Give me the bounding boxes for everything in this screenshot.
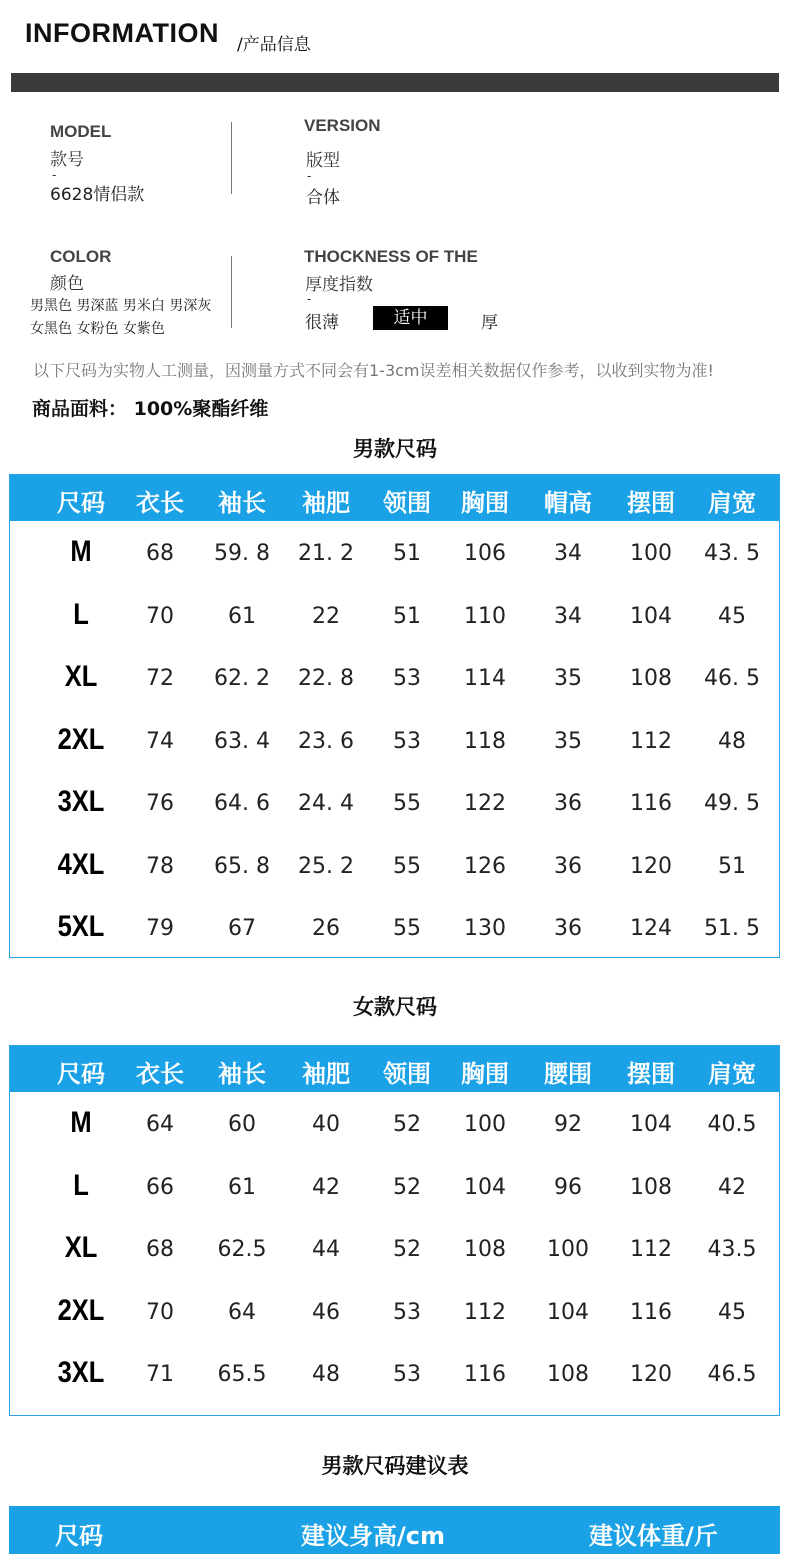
suggest-header-weight: 建议体重/斤 xyxy=(589,1522,718,1550)
women-table-cell: 64 xyxy=(228,1299,256,1325)
men-table-cell: 76 xyxy=(146,791,174,816)
men-table-cell: 51 xyxy=(393,541,421,566)
men-table-cell: 24. 4 xyxy=(298,791,354,816)
women-table-row xyxy=(10,1169,779,1209)
color-label-cn: 颜色 xyxy=(50,274,84,294)
men-table-cell: 64. 6 xyxy=(214,791,270,816)
model-label-en: MODEL xyxy=(50,122,112,141)
women-header-cell: 腰围 xyxy=(544,1060,592,1088)
men-table-cell: 34 xyxy=(554,603,582,629)
men-table-cell: 104 xyxy=(630,603,672,629)
men-table-cell: 43. 5 xyxy=(704,541,760,566)
men-table-cell: 74 xyxy=(146,728,174,754)
men-table-cell: 48 xyxy=(718,728,746,754)
men-table-cell: 78 xyxy=(146,853,174,879)
women-size-label: L xyxy=(73,1168,89,1202)
men-size-label: M xyxy=(70,535,92,568)
thickness-option-thin: 很薄 xyxy=(305,313,339,333)
men-size-label: 5XL xyxy=(57,910,105,943)
women-table-cell: 62.5 xyxy=(217,1237,267,1262)
women-table-cell: 108 xyxy=(547,1362,589,1387)
men-header-cell: 胸围 xyxy=(461,489,509,517)
men-table-cell: 62. 2 xyxy=(214,666,270,691)
version-label-en: VERSION xyxy=(304,116,381,135)
men-table-cell: 112 xyxy=(630,728,672,754)
men-table-cell: 114 xyxy=(464,666,506,691)
women-header-cell: 袖长 xyxy=(218,1060,266,1088)
men-header-cell: 领围 xyxy=(383,489,431,517)
women-table-cell: 96 xyxy=(554,1174,582,1200)
women-table-cell: 52 xyxy=(393,1237,421,1262)
version-label-cn: 版型 xyxy=(306,151,340,171)
women-table-cell: 64 xyxy=(146,1112,174,1137)
men-size-label: 2XL xyxy=(57,722,105,756)
men-table-cell: 46. 5 xyxy=(704,666,760,691)
header-divider-bar xyxy=(11,73,779,92)
men-table-cell: 130 xyxy=(464,916,506,941)
women-size-table xyxy=(9,1045,780,1416)
men-table-cell: 49. 5 xyxy=(704,791,760,816)
men-table-cell: 67 xyxy=(228,916,256,941)
men-table-cell: 51. 5 xyxy=(704,916,760,941)
women-table-cell: 70 xyxy=(146,1299,174,1325)
model-value: 6628情侣款 xyxy=(50,185,145,205)
women-table-header xyxy=(10,1046,779,1092)
men-table-cell: 22 xyxy=(312,603,340,629)
men-header-cell: 帽高 xyxy=(544,489,592,517)
men-size-title: 男款尺码 xyxy=(353,437,437,461)
men-table-cell: 120 xyxy=(630,853,672,879)
info-title: INFORMATION xyxy=(25,18,219,48)
model-dash: - xyxy=(52,168,57,182)
men-table-row xyxy=(10,785,779,825)
thickness-label-cn: 厚度指数 xyxy=(305,275,373,295)
men-table-cell: 53 xyxy=(393,666,421,691)
men-table-cell: 110 xyxy=(464,603,506,629)
women-table-cell: 61 xyxy=(228,1174,256,1200)
women-table-cell: 112 xyxy=(630,1237,672,1262)
men-table-cell: 55 xyxy=(393,853,421,879)
men-table-row xyxy=(10,723,779,763)
thickness-label-en: THOCKNESS OF THE xyxy=(304,247,478,266)
spec-divider xyxy=(231,122,232,194)
women-table-cell: 116 xyxy=(464,1362,506,1387)
men-table-cell: 55 xyxy=(393,791,421,816)
women-table-cell: 65.5 xyxy=(217,1362,267,1387)
women-table-cell: 43.5 xyxy=(707,1237,757,1262)
men-size-table xyxy=(9,474,780,958)
women-table-cell: 104 xyxy=(464,1174,506,1200)
men-table-cell: 51 xyxy=(718,853,746,879)
suggest-size-title: 男款尺码建议表 xyxy=(321,1454,469,1478)
men-table-cell: 106 xyxy=(464,541,506,566)
women-table-row xyxy=(10,1106,779,1146)
women-table-cell: 44 xyxy=(312,1237,340,1262)
women-table-cell: 42 xyxy=(312,1174,340,1200)
suggest-table-header xyxy=(9,1506,780,1554)
version-dash: - xyxy=(307,169,312,183)
men-table-cell: 53 xyxy=(393,728,421,754)
women-table-cell: 92 xyxy=(554,1112,582,1137)
women-table-cell: 46.5 xyxy=(707,1362,757,1387)
suggest-header-size: 尺码 xyxy=(55,1522,103,1550)
women-header-cell: 摆围 xyxy=(627,1060,675,1088)
women-size-title: 女款尺码 xyxy=(353,995,437,1019)
spec-divider xyxy=(231,256,232,328)
women-header-cell: 衣长 xyxy=(136,1060,184,1088)
women-size-label: XL xyxy=(64,1231,98,1264)
women-size-label: 2XL xyxy=(57,1293,105,1327)
women-table-row xyxy=(10,1356,779,1396)
men-table-cell: 36 xyxy=(554,853,582,879)
men-size-label: L xyxy=(73,597,89,631)
fabric-info: 商品面料： 100%聚酯纤维 xyxy=(32,398,269,420)
men-table-cell: 26 xyxy=(312,916,340,941)
men-table-cell: 124 xyxy=(630,916,672,941)
men-table-cell: 70 xyxy=(146,603,174,629)
model-label-cn: 款号 xyxy=(50,150,84,170)
men-table-cell: 21. 2 xyxy=(298,541,354,566)
men-header-cell: 衣长 xyxy=(136,489,184,517)
men-table-cell: 108 xyxy=(630,666,672,691)
men-table-row xyxy=(10,598,779,638)
men-table-cell: 116 xyxy=(630,791,672,816)
men-header-cell: 尺码 xyxy=(57,489,105,517)
women-table-cell: 42 xyxy=(718,1174,746,1200)
men-table-cell: 72 xyxy=(146,666,174,691)
women-table-cell: 40 xyxy=(312,1112,340,1137)
women-table-cell: 116 xyxy=(630,1299,672,1325)
men-table-cell: 65. 8 xyxy=(214,853,270,879)
suggest-header-height: 建议身高/cm xyxy=(301,1522,445,1550)
women-table-cell: 108 xyxy=(464,1237,506,1262)
men-table-cell: 25. 2 xyxy=(298,853,354,879)
women-table-cell: 45 xyxy=(718,1299,746,1325)
thickness-dash: - xyxy=(307,292,312,306)
women-table-cell: 104 xyxy=(547,1299,589,1325)
men-table-cell: 126 xyxy=(464,853,506,879)
men-table-cell: 34 xyxy=(554,541,582,566)
men-table-header xyxy=(10,475,779,521)
women-table-cell: 60 xyxy=(228,1112,256,1137)
men-table-row xyxy=(10,910,779,950)
women-table-cell: 120 xyxy=(630,1362,672,1387)
men-table-row xyxy=(10,848,779,888)
men-size-label: 4XL xyxy=(57,847,105,881)
men-table-row xyxy=(10,660,779,700)
men-table-cell: 79 xyxy=(146,916,174,941)
men-table-cell: 122 xyxy=(464,791,506,816)
men-table-cell: 55 xyxy=(393,916,421,941)
thickness-option-thick: 厚 xyxy=(481,313,498,333)
men-table-cell: 45 xyxy=(718,603,746,629)
men-table-cell: 118 xyxy=(464,728,506,754)
men-table-cell: 23. 6 xyxy=(298,728,354,754)
men-size-label: 3XL xyxy=(57,785,105,818)
women-table-row xyxy=(10,1294,779,1334)
women-table-cell: 53 xyxy=(393,1299,421,1325)
color-label-en: COLOR xyxy=(50,247,112,266)
men-header-cell: 肩宽 xyxy=(708,489,756,517)
men-header-cell: 摆围 xyxy=(627,489,675,517)
women-table-cell: 68 xyxy=(146,1237,174,1262)
women-header-cell: 袖肥 xyxy=(302,1060,350,1088)
women-table-cell: 108 xyxy=(630,1174,672,1200)
men-table-cell: 51 xyxy=(393,603,421,629)
women-table-row xyxy=(10,1231,779,1271)
women-header-cell: 肩宽 xyxy=(708,1060,756,1088)
men-table-cell: 61 xyxy=(228,603,256,629)
women-table-cell: 53 xyxy=(393,1362,421,1387)
thickness-option-selected: 适中 xyxy=(373,306,448,330)
women-table-cell: 100 xyxy=(547,1237,589,1262)
men-table-cell: 63. 4 xyxy=(214,728,270,754)
women-table-cell: 104 xyxy=(630,1112,672,1137)
women-table-cell: 71 xyxy=(146,1362,174,1387)
men-table-cell: 59. 8 xyxy=(214,541,270,566)
women-header-cell: 尺码 xyxy=(57,1060,105,1088)
men-table-cell: 22. 8 xyxy=(298,666,354,691)
women-header-cell: 领围 xyxy=(383,1060,431,1088)
women-table-cell: 100 xyxy=(464,1112,506,1137)
women-size-label: 3XL xyxy=(57,1356,105,1389)
color-options-line1: 男黑色 男深蓝 男米白 男深灰 xyxy=(30,298,212,314)
men-table-cell: 68 xyxy=(146,541,174,566)
women-table-cell: 46 xyxy=(312,1299,340,1325)
measurement-note: 以下尺码为实物人工测量，因测量方式不同会有1-3cm误差相关数据仅作参考，以收到实物为准! xyxy=(33,361,714,380)
version-value: 合体 xyxy=(306,188,340,208)
men-table-cell: 36 xyxy=(554,916,582,941)
men-header-cell: 袖长 xyxy=(218,489,266,517)
men-table-row xyxy=(10,535,779,575)
women-table-cell: 112 xyxy=(464,1299,506,1325)
women-table-cell: 52 xyxy=(393,1112,421,1137)
men-table-cell: 36 xyxy=(554,791,582,816)
women-table-cell: 52 xyxy=(393,1174,421,1200)
men-header-cell: 袖肥 xyxy=(302,489,350,517)
women-header-cell: 胸围 xyxy=(461,1060,509,1088)
info-subtitle: /产品信息 xyxy=(237,35,311,55)
women-size-label: M xyxy=(70,1106,92,1139)
men-table-cell: 35 xyxy=(554,666,582,691)
women-table-cell: 40.5 xyxy=(707,1112,757,1137)
men-table-cell: 35 xyxy=(554,728,582,754)
men-table-cell: 100 xyxy=(630,541,672,566)
men-size-label: XL xyxy=(64,660,98,693)
women-table-cell: 48 xyxy=(312,1362,340,1387)
women-table-cell: 66 xyxy=(146,1174,174,1200)
color-options-line2: 女黑色 女粉色 女紫色 xyxy=(30,321,165,337)
